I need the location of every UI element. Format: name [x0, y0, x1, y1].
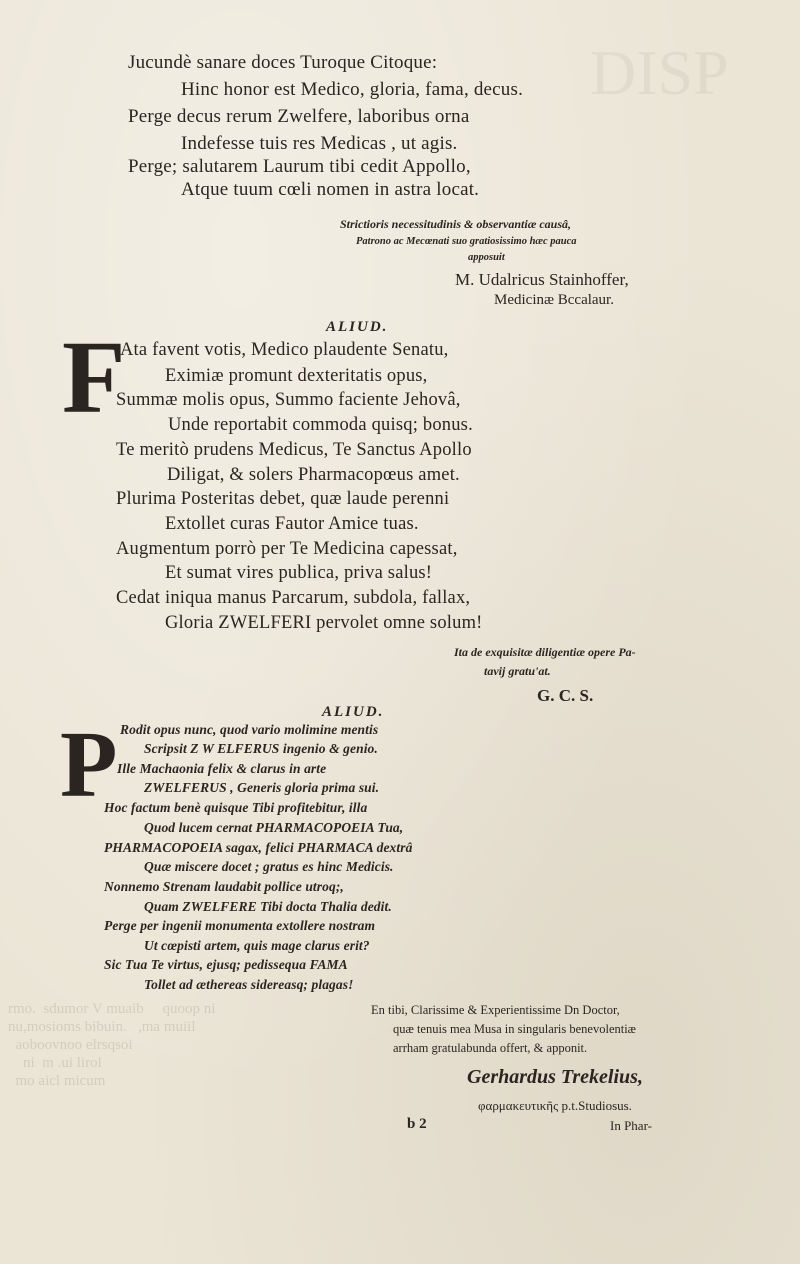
verse-line: Diligat, & solers Pharmacopœus amet.	[167, 465, 460, 485]
dedication-line: En tibi, Clarissime & Experientissime Dn Doctor,	[371, 1003, 620, 1017]
verse-line: Atque tuum cœli nomen in astra locat.	[181, 179, 480, 200]
verse-line: Ata favent votis, Medico plaudente Senatu,	[120, 340, 449, 360]
drop-cap: F	[62, 320, 126, 435]
signature: Gerhardus Trekelius,	[467, 1066, 643, 1088]
signature: G. C. S.	[537, 686, 594, 705]
verse-line: Perge; salutarem Laurum tibi cedit Appollo,	[128, 156, 471, 177]
verse-line: Gloria ZWELFERI pervolet omne solum!	[165, 613, 483, 633]
bleed-through: DISP	[590, 37, 729, 108]
verse-line: Quam ZWELFERE Tibi docta Thalia dedit.	[144, 899, 392, 914]
verse-line: Perge per ingenii monumenta extollere nostram	[104, 918, 376, 933]
verse-line: Quæ miscere docet ; gratus es hinc Medicis.	[144, 859, 394, 874]
dedication-line: arrham gratulabunda offert, & apponit.	[393, 1041, 588, 1055]
verse-line: Rodit opus nunc, quod vario molimine mentis	[120, 722, 379, 737]
dedication-line: apposuit	[468, 252, 505, 263]
verse-line: Perge decus rerum Zwelfere, laboribus orna	[128, 106, 470, 127]
verse-line: Plurima Posteritas debet, quæ laude perenni	[116, 489, 450, 509]
verse-line: Te meritò prudens Medicus, Te Sanctus Apollo	[116, 440, 472, 460]
dedication-line: Patrono ac Mecœnati suo gratiosissimo hæc pauca	[356, 236, 577, 247]
verse-line: Et sumat vires publica, priva salus!	[165, 563, 433, 583]
verse-line: Augmentum porrò per Te Medicina capessat,	[116, 539, 458, 559]
verse-line: Jucundè sanare doces Turoque Citoque:	[128, 52, 438, 73]
dedication-line: Strictioris necessitudinis & observantiæ causâ,	[340, 217, 572, 231]
section-heading: ALIUD.	[326, 319, 389, 335]
verse-line: Unde reportabit commoda quisq; bonus.	[168, 415, 473, 435]
verse-line: Tollet ad æthereas sidereasq; plagas!	[144, 977, 354, 992]
dedication-line: tavij gratu'at.	[484, 664, 551, 678]
dedication-line: quæ tenuis mea Musa in singularis benevolentiæ	[393, 1022, 637, 1036]
signature-title: φαρμακευτικῆς p.t.Studiosus.	[478, 1098, 632, 1113]
verse-line: Ut cœpisti artem, quis mage clarus erit?	[144, 938, 370, 953]
signature-title: Medicinæ Bccalaur.	[494, 292, 614, 308]
catchword: In Phar-	[610, 1118, 652, 1133]
drop-cap: P	[60, 713, 118, 817]
verse-line: Hinc honor est Medico, gloria, fama, decus.	[181, 79, 524, 100]
verse-line: Sic Tua Te virtus, ejusq; pedissequa FAMA	[104, 957, 348, 972]
verse-line: Hoc factum benè quisque Tibi profitebitur, illa	[104, 800, 368, 815]
verse-line: Cedat iniqua manus Parcarum, subdola, fallax,	[116, 588, 471, 608]
verse-line: Summæ molis opus, Summo faciente Jehovâ,	[116, 390, 461, 410]
verse-line: Nonnemo Strenam laudabit pollice utroq;,	[104, 879, 344, 894]
verse-line: Quod lucem cernat PHARMACOPOEIA Tua,	[144, 820, 404, 835]
verse-line: Extollet curas Fautor Amice tuas.	[165, 514, 419, 534]
signature-mark: b 2	[407, 1116, 427, 1132]
section-heading: ALIUD.	[322, 704, 385, 720]
bleed-through: rmo. sdumor V muaib quoop ni nu,mosioms bibuin. ,ma muiil aoboovnoo elrsqsoi ni m .ui lirol mo aicl micum	[8, 1001, 216, 1089]
verse-line: Ille Machaonia felix & clarus in arte	[117, 761, 327, 776]
verse-line: ZWELFERUS , Generis gloria prima sui.	[144, 780, 380, 795]
verse-line: Indefesse tuis res Medicas , ut agis.	[181, 133, 458, 154]
verse-line: Eximiæ promunt dexteritatis opus,	[165, 366, 428, 386]
verse-line: Scripsit Z W ELFERUS ingenio & genio.	[144, 741, 378, 756]
signature: M. Udalricus Stainhoffer,	[455, 270, 629, 289]
verse-line: PHARMACOPOEIA sagax, felici PHARMACA dextrâ	[104, 840, 413, 855]
dedication-line: Ita de exquisitæ diligentiæ opere Pa-	[454, 645, 636, 659]
